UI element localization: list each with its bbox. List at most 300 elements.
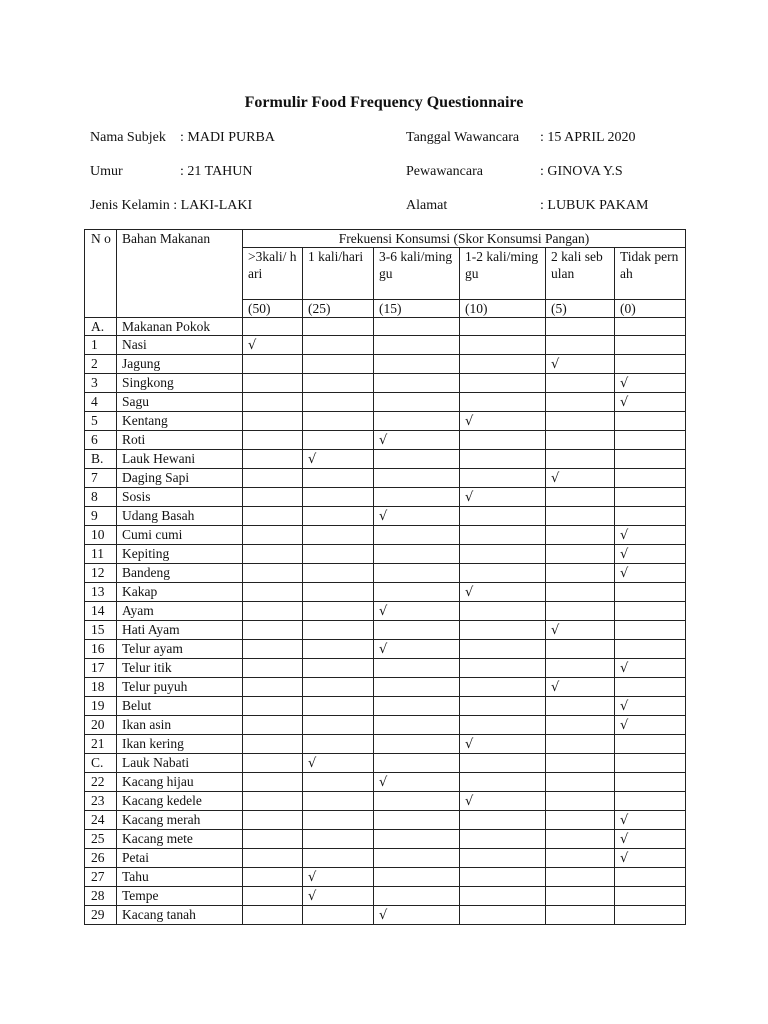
- frequency-cell: [460, 318, 546, 336]
- frequency-cell: [615, 450, 686, 469]
- frequency-cell: [460, 621, 546, 640]
- frequency-cell: [303, 792, 374, 811]
- frequency-cell: [374, 849, 460, 868]
- frequency-cell: [615, 412, 686, 431]
- subject-name-row: [90, 130, 275, 146]
- header-frequency-label: >3kali/ hari: [243, 248, 303, 300]
- frequency-cell: [460, 868, 546, 887]
- row-number: 20: [85, 716, 117, 735]
- address-row: [406, 198, 648, 214]
- row-number: 18: [85, 678, 117, 697]
- frequency-cell: [460, 488, 546, 507]
- check-mark-icon: √: [379, 908, 388, 923]
- frequency-cell: [374, 659, 460, 678]
- frequency-cell: [243, 450, 303, 469]
- check-mark-icon: √: [620, 813, 629, 828]
- frequency-cell: [374, 336, 460, 355]
- table-row: [85, 431, 686, 450]
- table-row: [85, 507, 686, 526]
- frequency-cell: [460, 735, 546, 754]
- frequency-cell: [374, 355, 460, 374]
- frequency-cell: [460, 431, 546, 450]
- food-name: Cumi cumi: [117, 526, 243, 545]
- check-mark-icon: √: [620, 661, 629, 676]
- food-name: Hati Ayam: [117, 621, 243, 640]
- frequency-cell: [243, 773, 303, 792]
- table-row: [85, 773, 686, 792]
- check-mark-icon: √: [465, 585, 474, 600]
- frequency-cell: [243, 507, 303, 526]
- frequency-cell: [243, 545, 303, 564]
- frequency-cell: [374, 564, 460, 583]
- frequency-cell: [374, 602, 460, 621]
- frequency-cell: [303, 906, 374, 925]
- food-name: Kacang mete: [117, 830, 243, 849]
- frequency-cell: [615, 469, 686, 488]
- row-number: 21: [85, 735, 117, 754]
- header-frequency-score: (25): [303, 300, 374, 318]
- frequency-cell: [615, 773, 686, 792]
- food-name: Kakap: [117, 583, 243, 602]
- frequency-cell: [243, 811, 303, 830]
- frequency-cell: [243, 830, 303, 849]
- form-title: Formulir Food Frequency Questionnaire: [244, 94, 524, 111]
- frequency-cell: [615, 583, 686, 602]
- frequency-cell: [243, 849, 303, 868]
- frequency-cell: [460, 906, 546, 925]
- frequency-cell: [303, 887, 374, 906]
- frequency-cell: [303, 868, 374, 887]
- frequency-cell: [243, 336, 303, 355]
- frequency-cell: [460, 412, 546, 431]
- frequency-cell: [460, 640, 546, 659]
- frequency-cell: [460, 507, 546, 526]
- frequency-cell: [615, 659, 686, 678]
- frequency-cell: [243, 602, 303, 621]
- frequency-cell: [303, 450, 374, 469]
- frequency-cell: [374, 545, 460, 564]
- row-number: 17: [85, 659, 117, 678]
- frequency-cell: [460, 754, 546, 773]
- frequency-cell: [460, 393, 546, 412]
- row-number: 3: [85, 374, 117, 393]
- food-name: Udang Basah: [117, 507, 243, 526]
- frequency-cell: [615, 678, 686, 697]
- table-row: [85, 792, 686, 811]
- frequency-cell: [615, 906, 686, 925]
- food-name: Lauk Nabati: [117, 754, 243, 773]
- frequency-cell: [615, 374, 686, 393]
- check-mark-icon: √: [620, 699, 629, 714]
- table-row: [85, 697, 686, 716]
- food-name: Jagung: [117, 355, 243, 374]
- header-frequency-score: (10): [460, 300, 546, 318]
- frequency-cell: [615, 621, 686, 640]
- frequency-cell: [374, 906, 460, 925]
- frequency-cell: [303, 374, 374, 393]
- frequency-cell: [546, 450, 615, 469]
- frequency-cell: [460, 564, 546, 583]
- frequency-cell: [615, 868, 686, 887]
- frequency-cell: [460, 792, 546, 811]
- row-number: 13: [85, 583, 117, 602]
- frequency-cell: [374, 393, 460, 412]
- food-name: Ikan asin: [117, 716, 243, 735]
- frequency-cell: [615, 640, 686, 659]
- food-name: Roti: [117, 431, 243, 450]
- frequency-cell: [546, 374, 615, 393]
- frequency-cell: [615, 792, 686, 811]
- frequency-cell: [374, 754, 460, 773]
- row-number: 19: [85, 697, 117, 716]
- row-number: 2: [85, 355, 117, 374]
- frequency-cell: [303, 678, 374, 697]
- frequency-cell: [615, 811, 686, 830]
- address-label: Alamat: [406, 198, 448, 213]
- check-mark-icon: √: [308, 756, 317, 771]
- frequency-cell: [546, 621, 615, 640]
- frequency-cell: [374, 811, 460, 830]
- table-row: [85, 678, 686, 697]
- frequency-cell: [374, 412, 460, 431]
- check-mark-icon: √: [308, 889, 317, 904]
- frequency-cell: [374, 526, 460, 545]
- frequency-cell: [243, 868, 303, 887]
- check-mark-icon: √: [551, 680, 560, 695]
- frequency-cell: [374, 488, 460, 507]
- food-name: Kepiting: [117, 545, 243, 564]
- header-frequency-label: 3-6 kali/minggu: [374, 248, 460, 300]
- frequency-cell: [243, 526, 303, 545]
- age-label: Umur: [90, 164, 123, 179]
- frequency-cell: [243, 887, 303, 906]
- table-row: [85, 621, 686, 640]
- frequency-cell: [303, 526, 374, 545]
- frequency-cell: [243, 374, 303, 393]
- frequency-cell: [374, 697, 460, 716]
- header-frequency: Frekuensi Konsumsi (Skor Konsumsi Pangan): [243, 230, 686, 248]
- row-number: 10: [85, 526, 117, 545]
- frequency-cell: [615, 488, 686, 507]
- interviewer-row: [406, 164, 623, 180]
- frequency-cell: [374, 792, 460, 811]
- frequency-cell: [460, 716, 546, 735]
- interview-date-value: : 15 APRIL 2020: [540, 130, 636, 145]
- frequency-cell: [546, 659, 615, 678]
- frequency-cell: [303, 773, 374, 792]
- frequency-cell: [546, 393, 615, 412]
- frequency-cell: [303, 583, 374, 602]
- frequency-cell: [546, 640, 615, 659]
- table-row: [85, 488, 686, 507]
- check-mark-icon: √: [465, 490, 474, 505]
- food-name: Ikan kering: [117, 735, 243, 754]
- frequency-cell: [546, 545, 615, 564]
- subject-name-value: : MADI PURBA: [180, 130, 275, 145]
- table-row: [85, 811, 686, 830]
- table-row: [85, 735, 686, 754]
- frequency-cell: [615, 697, 686, 716]
- food-name: Kentang: [117, 412, 243, 431]
- frequency-cell: [615, 735, 686, 754]
- frequency-cell: [303, 697, 374, 716]
- frequency-cell: [374, 374, 460, 393]
- gender-label: Jenis Kelamin: [90, 198, 170, 213]
- row-number: 8: [85, 488, 117, 507]
- frequency-cell: [615, 431, 686, 450]
- frequency-cell: [374, 887, 460, 906]
- frequency-cell: [243, 735, 303, 754]
- frequency-cell: [243, 754, 303, 773]
- frequency-cell: [460, 659, 546, 678]
- table-row: [85, 336, 686, 355]
- frequency-cell: [303, 469, 374, 488]
- frequency-cell: [546, 355, 615, 374]
- row-number: 25: [85, 830, 117, 849]
- table-row: [85, 526, 686, 545]
- food-name: Kacang hijau: [117, 773, 243, 792]
- frequency-cell: [460, 355, 546, 374]
- frequency-cell: [374, 583, 460, 602]
- table-row: [85, 887, 686, 906]
- frequency-cell: [374, 507, 460, 526]
- frequency-cell: [615, 336, 686, 355]
- frequency-cell: [615, 887, 686, 906]
- check-mark-icon: √: [379, 509, 388, 524]
- frequency-cell: [303, 849, 374, 868]
- row-number: 23: [85, 792, 117, 811]
- frequency-cell: [374, 431, 460, 450]
- frequency-cell: [243, 906, 303, 925]
- frequency-cell: [460, 526, 546, 545]
- check-mark-icon: √: [465, 794, 474, 809]
- frequency-cell: [460, 545, 546, 564]
- check-mark-icon: √: [551, 357, 560, 372]
- food-name: Telur puyuh: [117, 678, 243, 697]
- row-number: 14: [85, 602, 117, 621]
- row-number: 26: [85, 849, 117, 868]
- food-name: Tahu: [117, 868, 243, 887]
- frequency-cell: [460, 887, 546, 906]
- frequency-cell: [303, 355, 374, 374]
- interviewer-label: Pewawancara: [406, 164, 483, 179]
- frequency-cell: [546, 735, 615, 754]
- frequency-cell: [615, 849, 686, 868]
- food-name: Sagu: [117, 393, 243, 412]
- frequency-cell: [303, 545, 374, 564]
- food-name: Singkong: [117, 374, 243, 393]
- check-mark-icon: √: [379, 642, 388, 657]
- check-mark-icon: √: [248, 338, 257, 353]
- frequency-cell: [460, 830, 546, 849]
- check-mark-icon: √: [620, 395, 629, 410]
- frequency-cell: [460, 773, 546, 792]
- header-food: Bahan Makanan: [117, 230, 243, 318]
- frequency-cell: [243, 697, 303, 716]
- table-row: [85, 640, 686, 659]
- row-number: 29: [85, 906, 117, 925]
- frequency-cell: [546, 412, 615, 431]
- frequency-cell: [374, 773, 460, 792]
- frequency-cell: [546, 602, 615, 621]
- check-mark-icon: √: [379, 433, 388, 448]
- frequency-cell: [460, 374, 546, 393]
- header-no: N o: [85, 230, 117, 318]
- table-row: [85, 906, 686, 925]
- row-number: 15: [85, 621, 117, 640]
- check-mark-icon: √: [551, 471, 560, 486]
- check-mark-icon: √: [620, 566, 629, 581]
- frequency-cell: [615, 602, 686, 621]
- frequency-cell: [546, 792, 615, 811]
- frequency-cell: [460, 583, 546, 602]
- frequency-cell: [243, 488, 303, 507]
- row-number: 5: [85, 412, 117, 431]
- food-name: Kacang tanah: [117, 906, 243, 925]
- check-mark-icon: √: [379, 604, 388, 619]
- frequency-cell: [303, 507, 374, 526]
- frequency-cell: [303, 716, 374, 735]
- row-number: 27: [85, 868, 117, 887]
- row-number: A.: [85, 318, 117, 336]
- frequency-cell: [546, 868, 615, 887]
- frequency-cell: [546, 583, 615, 602]
- check-mark-icon: √: [620, 718, 629, 733]
- check-mark-icon: √: [620, 376, 629, 391]
- frequency-cell: [243, 393, 303, 412]
- check-mark-icon: √: [308, 870, 317, 885]
- frequency-cell: [615, 355, 686, 374]
- frequency-cell: [243, 469, 303, 488]
- table-row: [85, 583, 686, 602]
- table-row: [85, 355, 686, 374]
- table-row: [85, 659, 686, 678]
- row-number: 12: [85, 564, 117, 583]
- food-name: Nasi: [117, 336, 243, 355]
- frequency-cell: [374, 830, 460, 849]
- frequency-cell: [546, 906, 615, 925]
- address-value: : LUBUK PAKAM: [540, 198, 649, 213]
- frequency-cell: [303, 564, 374, 583]
- frequency-cell: [546, 716, 615, 735]
- interview-date-row: [406, 130, 636, 146]
- table-row: [85, 830, 686, 849]
- frequency-cell: [615, 830, 686, 849]
- age-value: : 21 TAHUN: [180, 164, 253, 179]
- table-row: [85, 374, 686, 393]
- frequency-cell: [303, 488, 374, 507]
- food-name: Ayam: [117, 602, 243, 621]
- table-row: [85, 318, 686, 336]
- header-frequency-score: (5): [546, 300, 615, 318]
- frequency-cell: [374, 868, 460, 887]
- check-mark-icon: √: [465, 414, 474, 429]
- frequency-cell: [243, 716, 303, 735]
- table-row: [85, 393, 686, 412]
- row-number: 22: [85, 773, 117, 792]
- frequency-cell: [303, 830, 374, 849]
- frequency-cell: [374, 640, 460, 659]
- row-number: 1: [85, 336, 117, 355]
- frequency-cell: [303, 431, 374, 450]
- frequency-cell: [374, 678, 460, 697]
- check-mark-icon: √: [551, 623, 560, 638]
- frequency-cell: [243, 659, 303, 678]
- header-frequency-score: (50): [243, 300, 303, 318]
- header-frequency-label: Tidak pernah: [615, 248, 686, 300]
- frequency-cell: [243, 792, 303, 811]
- table-row: [85, 450, 686, 469]
- frequency-cell: [303, 640, 374, 659]
- table-body: [85, 318, 686, 925]
- frequency-cell: [615, 545, 686, 564]
- frequency-cell: [460, 450, 546, 469]
- frequency-cell: [460, 697, 546, 716]
- frequency-cell: [303, 336, 374, 355]
- header-frequency-label: 1-2 kali/minggu: [460, 248, 546, 300]
- frequency-cell: [460, 811, 546, 830]
- row-number: 11: [85, 545, 117, 564]
- frequency-cell: [243, 355, 303, 374]
- check-mark-icon: √: [308, 452, 317, 467]
- frequency-cell: [374, 716, 460, 735]
- frequency-cell: [546, 887, 615, 906]
- frequency-cell: [615, 507, 686, 526]
- frequency-cell: [546, 318, 615, 336]
- frequency-cell: [374, 318, 460, 336]
- food-name: Telur ayam: [117, 640, 243, 659]
- frequency-cell: [243, 431, 303, 450]
- frequency-cell: [615, 716, 686, 735]
- frequency-cell: [460, 678, 546, 697]
- frequency-cell: [546, 830, 615, 849]
- row-number: 24: [85, 811, 117, 830]
- interviewer-value: : GINOVA Y.S: [540, 164, 623, 179]
- frequency-cell: [546, 754, 615, 773]
- row-number: 16: [85, 640, 117, 659]
- frequency-cell: [374, 469, 460, 488]
- frequency-cell: [460, 336, 546, 355]
- frequency-cell: [303, 659, 374, 678]
- frequency-cell: [243, 318, 303, 336]
- gender-row: [90, 198, 252, 214]
- frequency-cell: [615, 754, 686, 773]
- header-frequency-label: 2 kali sebulan: [546, 248, 615, 300]
- frequency-cell: [303, 621, 374, 640]
- frequency-cell: [303, 735, 374, 754]
- row-number: C.: [85, 754, 117, 773]
- table-row: [85, 545, 686, 564]
- frequency-cell: [546, 697, 615, 716]
- food-name: Daging Sapi: [117, 469, 243, 488]
- frequency-cell: [546, 336, 615, 355]
- frequency-cell: [615, 526, 686, 545]
- interview-date-label: Tanggal Wawancara: [406, 130, 520, 145]
- food-name: Tempe: [117, 887, 243, 906]
- frequency-cell: [546, 811, 615, 830]
- table-row: [85, 564, 686, 583]
- frequency-cell: [374, 450, 460, 469]
- table-row: [85, 868, 686, 887]
- frequency-cell: [303, 412, 374, 431]
- row-number: 7: [85, 469, 117, 488]
- frequency-cell: [243, 640, 303, 659]
- table-row: [85, 716, 686, 735]
- food-name: Kacang merah: [117, 811, 243, 830]
- frequency-cell: [615, 318, 686, 336]
- frequency-cell: [243, 621, 303, 640]
- food-name: Belut: [117, 697, 243, 716]
